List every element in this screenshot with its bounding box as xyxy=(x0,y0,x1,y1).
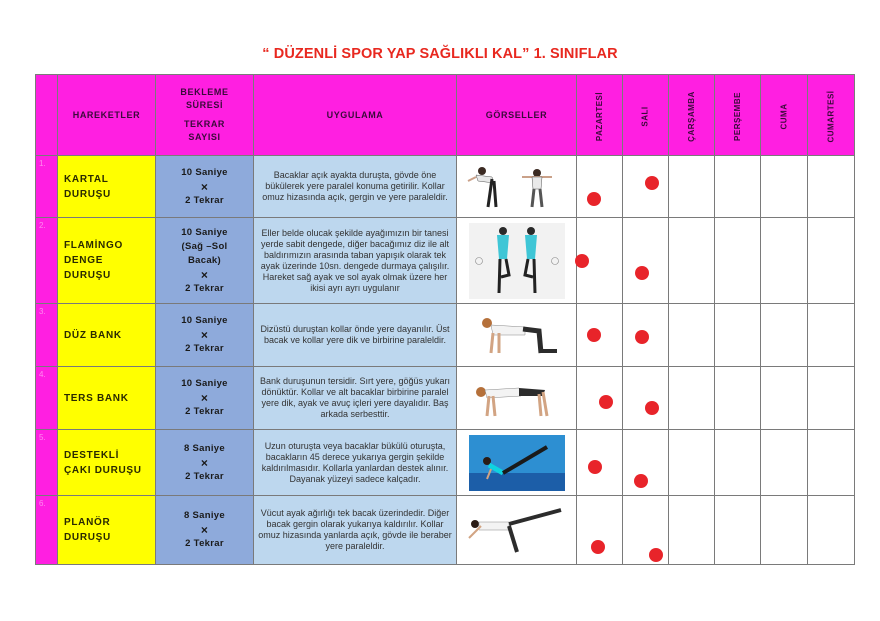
header-application: UYGULAMA xyxy=(254,75,457,156)
table-row xyxy=(36,218,855,304)
table-row xyxy=(36,156,855,218)
day-cell-friday[interactable] xyxy=(761,218,808,304)
day-cell-friday[interactable] xyxy=(761,496,808,565)
exercise-image xyxy=(457,156,577,218)
wait-repeat: 10 Saniye × 2 Tekrar xyxy=(156,367,254,430)
forward-bend-illustration xyxy=(462,161,572,213)
day-cell-saturday[interactable] xyxy=(808,496,855,565)
header-day-wednesday: ÇARŞAMBA xyxy=(669,75,715,156)
day-cell-thursday[interactable] xyxy=(715,430,761,496)
day-cell-wednesday[interactable] xyxy=(669,218,715,304)
day-cell-tuesday[interactable] xyxy=(623,218,669,304)
v-sit-illustration xyxy=(469,435,565,491)
day-cell-tuesday[interactable] xyxy=(623,430,669,496)
move-name: DÜZ BANK xyxy=(58,304,156,367)
day-cell-friday[interactable] xyxy=(761,430,808,496)
application-text: Eller belde olucak şekilde ayağımızın bir tanesi yerde sabit dengede, diğer bacağımız diz ile alt baldırımızın arasında taban yapışık olarak tek ayak üzerinde 10sn. dengede durmaya çalışılır. Hareket sağ ayak ve sol ayak olmak üzere her ikisi ayrı ayrı uygulanır xyxy=(254,218,457,304)
day-cell-wednesday[interactable] xyxy=(669,367,715,430)
header-visuals: GÖRSELLER xyxy=(457,75,577,156)
day-cell-friday[interactable] xyxy=(761,367,808,430)
day-cell-thursday[interactable] xyxy=(715,156,761,218)
application-text: Bacaklar açık ayakta duruşta, gövde öne bükülerek yere paralel konuma getirilir. Kollar omuz hizasında açık, gergin ve yere paraleldir. xyxy=(254,156,457,218)
reverse-bank-illustration xyxy=(467,374,567,422)
day-cell-tuesday[interactable] xyxy=(623,496,669,565)
day-cell-thursday[interactable] xyxy=(715,304,761,367)
table-row xyxy=(36,430,855,496)
done-mark-dot xyxy=(635,266,649,280)
done-mark-dot xyxy=(649,548,663,562)
kneeling-bank-illustration xyxy=(469,311,565,359)
done-mark-dot xyxy=(645,176,659,190)
day-cell-thursday[interactable] xyxy=(715,367,761,430)
day-cell-friday[interactable] xyxy=(761,156,808,218)
done-mark-dot xyxy=(575,254,589,268)
application-text: Dizüstü duruştan kollar önde yere dayanılır. Üst bacak ve kollar yere dik ve birbirine paraleldir. xyxy=(254,304,457,367)
header-moves: HAREKETLER xyxy=(58,75,156,156)
day-cell-saturday[interactable] xyxy=(808,430,855,496)
header-row xyxy=(36,75,855,156)
day-cell-wednesday[interactable] xyxy=(669,156,715,218)
header-day-friday: CUMA xyxy=(761,75,808,156)
day-cell-saturday[interactable] xyxy=(808,304,855,367)
wait-repeat: 8 Saniye × 2 Tekrar xyxy=(156,496,254,565)
table-row xyxy=(36,367,855,430)
day-cell-friday[interactable] xyxy=(761,304,808,367)
exercise-image xyxy=(457,218,577,304)
exercise-table xyxy=(35,74,855,565)
day-cell-saturday[interactable] xyxy=(808,218,855,304)
header-day-thursday: PERŞEMBE xyxy=(715,75,761,156)
wait-repeat: 8 Saniye × 2 Tekrar xyxy=(156,430,254,496)
balance-illustration xyxy=(469,223,565,299)
day-cell-monday[interactable] xyxy=(577,430,623,496)
wait-repeat: 10 Saniye × 2 Tekrar xyxy=(156,304,254,367)
header-day-monday: PAZARTESİ xyxy=(577,75,623,156)
day-cell-wednesday[interactable] xyxy=(669,496,715,565)
day-cell-wednesday[interactable] xyxy=(669,430,715,496)
done-mark-dot xyxy=(588,460,602,474)
application-text: Bank duruşunun tersidir. Sırt yere, göğüs yukarı dönüktür. Kollar ve alt bacaklar birbirine paralel yere dik, ayak ve avuç içleri yere dayalıdır. Baş arkada serbesttir. xyxy=(254,367,457,430)
row-number: 5. xyxy=(36,430,58,496)
day-cell-wednesday[interactable] xyxy=(669,304,715,367)
done-mark-dot xyxy=(645,401,659,415)
row-number: 1. xyxy=(36,156,58,218)
header-wait: BEKLEME SÜRESİ TEKRAR SAYISI xyxy=(156,75,254,156)
row-number: 2. xyxy=(36,218,58,304)
table-row xyxy=(36,496,855,565)
exercise-image xyxy=(457,496,577,565)
day-cell-thursday[interactable] xyxy=(715,496,761,565)
table-row xyxy=(36,304,855,367)
day-cell-monday[interactable] xyxy=(577,367,623,430)
day-cell-monday[interactable] xyxy=(577,304,623,367)
move-name: TERS BANK xyxy=(58,367,156,430)
exercise-image xyxy=(457,304,577,367)
header-num xyxy=(36,75,58,156)
move-name: PLANÖR DURUŞU xyxy=(58,496,156,565)
glider-illustration xyxy=(465,504,569,556)
row-number: 3. xyxy=(36,304,58,367)
move-name: DESTEKLİ ÇAKI DURUŞU xyxy=(58,430,156,496)
row-number: 6. xyxy=(36,496,58,565)
done-mark-dot xyxy=(634,474,648,488)
day-cell-monday[interactable] xyxy=(577,218,623,304)
day-cell-saturday[interactable] xyxy=(808,367,855,430)
exercise-image xyxy=(457,367,577,430)
move-name: KARTAL DURUŞU xyxy=(58,156,156,218)
day-cell-tuesday[interactable] xyxy=(623,367,669,430)
day-cell-tuesday[interactable] xyxy=(623,304,669,367)
header-day-tuesday: SALI xyxy=(623,75,669,156)
day-cell-tuesday[interactable] xyxy=(623,156,669,218)
wait-repeat: 10 Saniye × 2 Tekrar xyxy=(156,156,254,218)
page-title: “ DÜZENLİ SPOR YAP SAĞLIKLI KAL” 1. SINIFLAR xyxy=(262,46,618,62)
application-text: Vücut ayak ağırlığı tek bacak üzerindedir. Diğer bacak gergin olarak yukarıya kaldırılır. Kollar omuz hizasında yanlarda açık, gövde ile beraber yere paraleldir. xyxy=(254,496,457,565)
done-mark-dot xyxy=(587,192,601,206)
day-cell-thursday[interactable] xyxy=(715,218,761,304)
day-cell-saturday[interactable] xyxy=(808,156,855,218)
day-cell-monday[interactable] xyxy=(577,496,623,565)
done-mark-dot xyxy=(599,395,613,409)
done-mark-dot xyxy=(587,328,601,342)
header-day-saturday: CUMARTESİ xyxy=(808,75,855,156)
done-mark-dot xyxy=(635,330,649,344)
row-number: 4. xyxy=(36,367,58,430)
day-cell-monday[interactable] xyxy=(577,156,623,218)
done-mark-dot xyxy=(591,540,605,554)
application-text: Uzun oturuşta veya bacaklar bükülü oturuşta, bacakların 45 derece yukarıya gergin şekilde kaldırılmasıdır. Kollarla yanlardan destek alınır. Dayanak yüzeyi sadece kalçadır. xyxy=(254,430,457,496)
exercise-image xyxy=(457,430,577,496)
wait-repeat: 10 Saniye (Sağ –Sol Bacak) × 2 Tekrar xyxy=(156,218,254,304)
move-name: FLAMİNGO DENGE DURUŞU xyxy=(58,218,156,304)
